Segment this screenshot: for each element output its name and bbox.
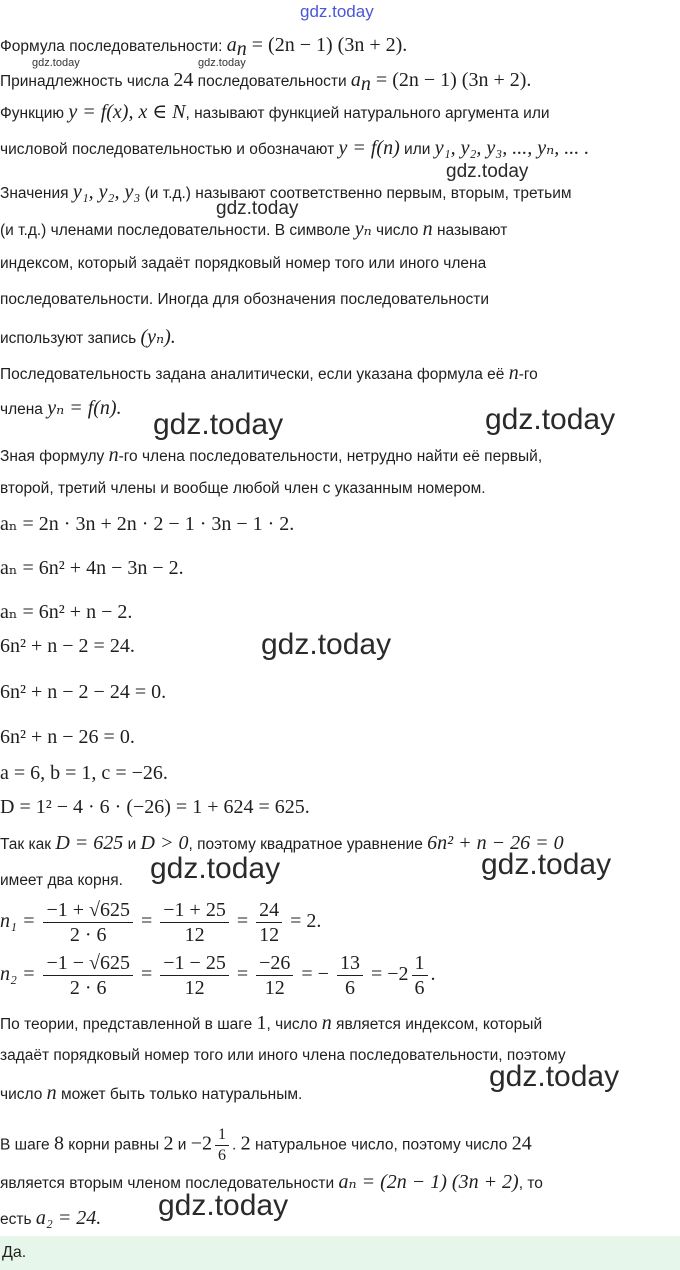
watermark: gdz.today [489, 1060, 620, 1093]
theory-line: Зная формулу n-го члена последовательности, нетрудно найти её первый, [0, 444, 543, 466]
theory-line: числовой последовательностью и обозначают y = f(n) или y₁, y₂, y₃, ..., yₙ, ... . [0, 137, 590, 159]
root-n1: n₁ = $\frac{-1 + √625}{2 \cdot 6}$ = $\frac{-1 + 25}{12}$ = $\frac{24}{12}$ = 2. [0, 899, 322, 946]
equation: aₙ = 6n² + n − 2. [0, 601, 133, 623]
equation: D = 1² − 4 · 6 · (−26) = 1 + 624 = 625. [0, 796, 310, 818]
task-line: Принадлежность числа 24 последовательности $a_n = (2n - 1) (3n + 2)$. [0, 69, 532, 96]
watermark: gdz.today [261, 628, 392, 661]
theory-reference: По теории, представленной в шаге 1, число n является индексом, который [0, 1012, 543, 1034]
theory-line: последовательности. Иногда для обозначения последовательности [0, 291, 490, 308]
formula-line: Формула последовательности: $a_n = (2n - 1) (3n + 2)$. [0, 34, 408, 61]
theory-line: члена yₙ = f(n). [0, 397, 122, 419]
final-reasoning: есть a₂ = 24. [0, 1207, 102, 1229]
theory-line: индексом, который задаёт порядковый номер того или иного члена [0, 255, 487, 272]
equation: 6n² + n − 2 = 24. [0, 635, 135, 657]
theory-line: Последовательность задана аналитически, если указана формула её n-го [0, 362, 538, 384]
root-n2: n₂ = $\frac{-1 - √625}{2 \cdot 6}$ = $\frac{-1 - 25}{12}$ = $\frac{-26}{12}$ = − $\frac{13}{6}$ = −2 $\frac{1}{6}$ . [0, 953, 436, 999]
watermark: gdz.today [198, 57, 246, 69]
equation: aₙ = 2n · 3n + 2n · 2 − 1 · 3n − 1 · 2. [0, 513, 295, 535]
watermark: gdz.today [153, 408, 284, 441]
theory-line: Функцию y = f(x), x ∈ N, называют функцией натурального аргумента или [0, 101, 550, 123]
watermark: gdz.today [158, 1189, 289, 1222]
watermark-top: gdz.today [300, 2, 374, 21]
watermark: gdz.today [150, 852, 281, 885]
theory-line: Значения y₁, y₂, y₃ (и т.д.) называют соответственно первым, вторым, третьим [0, 181, 572, 203]
watermark: gdz.today [216, 198, 299, 219]
equation: 6n² + n − 2 − 24 = 0. [0, 681, 167, 703]
watermark: gdz.today [485, 403, 616, 436]
theory-reference: задаёт порядковый номер того или иного члена последовательности, поэтому [0, 1047, 566, 1064]
equation: aₙ = 6n² + 4n − 3n − 2. [0, 557, 184, 579]
answer-box: Да. [0, 1236, 680, 1270]
conclusion-line: имеет два корня. [0, 872, 123, 889]
conclusion-line: Так как D = 625 и D > 0, поэтому квадратное уравнение 6n² + n − 26 = 0 [0, 832, 564, 854]
theory-line: используют запись (yₙ). [0, 326, 176, 348]
final-reasoning: В шаге 8 корни равны 2 и −2 $\frac{1}{6}$ . 2 натуральное число, поэтому число 24 [0, 1126, 532, 1164]
watermark: gdz.today [446, 161, 529, 182]
theory-line: (и т.д.) членами последовательности. В символе yₙ число n называют [0, 218, 508, 240]
equation: 6n² + n − 26 = 0. [0, 726, 135, 748]
theory-line: второй, третий члены и вообще любой член с указанным номером. [0, 480, 486, 497]
theory-reference: число n может быть только натуральным. [0, 1082, 303, 1104]
watermark: gdz.today [481, 848, 612, 881]
equation: a = 6, b = 1, c = −26. [0, 762, 168, 784]
watermark: gdz.today [32, 57, 80, 69]
final-reasoning: является вторым членом последовательности aₙ = (2n − 1) (3n + 2), то [0, 1171, 543, 1193]
